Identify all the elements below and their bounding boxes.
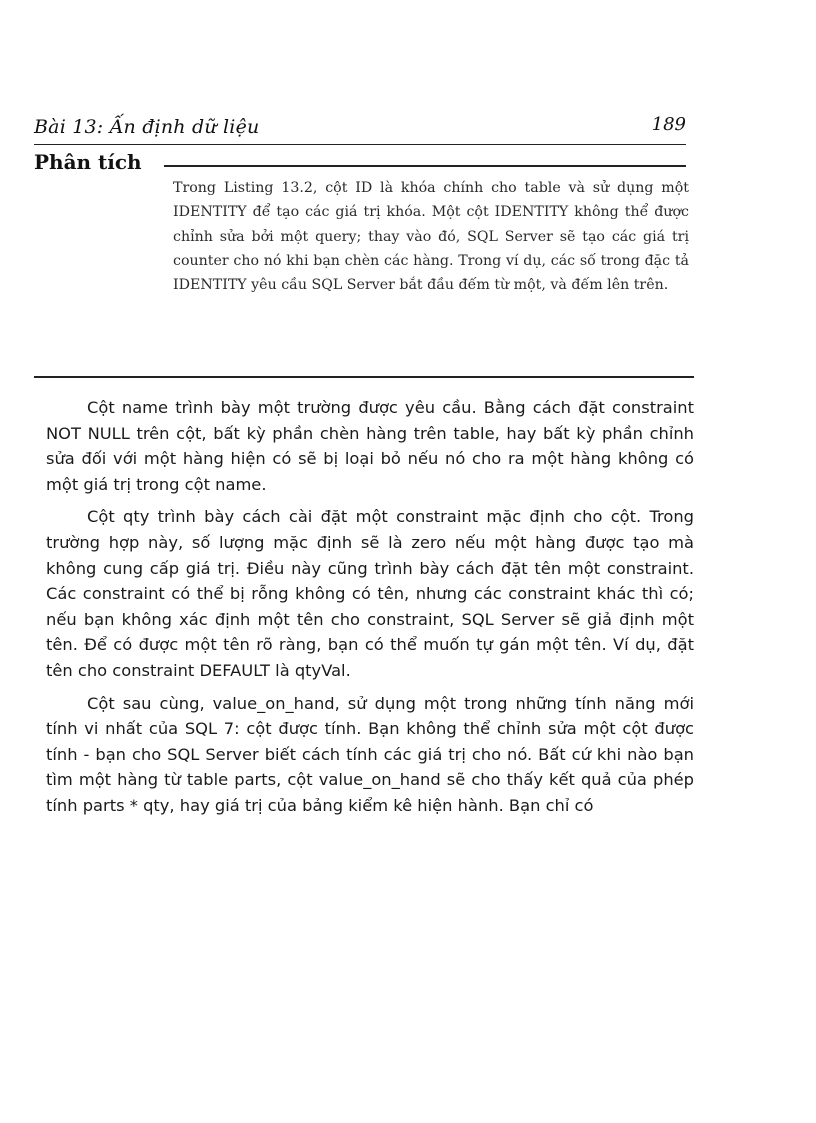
paragraph-qty-column: Cột qty trình bày cách cài đặt một constraint mặc định cho cột. Trong trường hợp này, số lượng mặc định sẽ là zero nếu một hàng được tạo mà không cung cấp giá trị. Điều này cũng trình bày cách đặt tên một constraint. Các constraint có thể bị rỗng không có tên, nhưng các constraint khác thì có; nếu bạn không xác định một tên cho constraint, SQL Server sẽ giả định một tên. Để có được một tên rõ ràng, bạn có thể muốn tự gán một tên. Ví dụ, đặt tên cho constraint DEFAULT là qtyVal. <box>46 507 694 680</box>
paragraph-name-column: Cột name trình bày một trường được yêu cầu. Bằng cách đặt constraint NOT NULL trên cột, bất kỳ phần chèn hàng trên table, hay bất kỳ phần chỉnh sửa đối với một hàng hiện có sẽ bị loại bỏ nếu nó cho ra một hàng không có một giá trị trong cột name. <box>46 398 694 494</box>
analysis-heading: Phân tích <box>34 150 142 174</box>
chapter-title: Bài 13: Ấn định dữ liệu <box>34 116 260 138</box>
analysis-text: Trong Listing 13.2, cột ID là khóa chính cho table và sử dụng một IDENTITY để tạo các giá trị khóa. Một cột IDENTITY không thể được chỉnh sửa bởi một query; thay vào đó, SQL Server sẽ tạo các giá trị counter cho nó khi bạn chèn các hàng. Trong ví dụ, các số trong đặc tả IDENTITY yêu cầu SQL Server bắt đầu đếm từ một, và đếm lên trên. <box>173 180 689 294</box>
page-number: 189 <box>651 114 686 135</box>
header-rule <box>34 144 686 145</box>
analysis-box <box>34 150 694 382</box>
analysis-top-rule <box>164 165 686 167</box>
analysis-bottom-rule <box>34 376 694 378</box>
body-text <box>46 395 694 826</box>
running-header <box>34 112 686 146</box>
paragraph-value-on-hand: Cột sau cùng, value_on_hand, sử dụng một trong những tính năng mới tính vi nhất của SQL 7: cột được tính. Bạn không thể chỉnh sửa một cột được tính - bạn cho SQL Server biết cách tính các giá trị cho nó. Bất cứ khi nào bạn tìm một hàng từ table parts, cột value_on_hand sẽ cho thấy kết quả của phép tính parts * qty, hay giá trị của bảng kiểm kê hiện hành. Bạn chỉ có <box>46 693 694 815</box>
